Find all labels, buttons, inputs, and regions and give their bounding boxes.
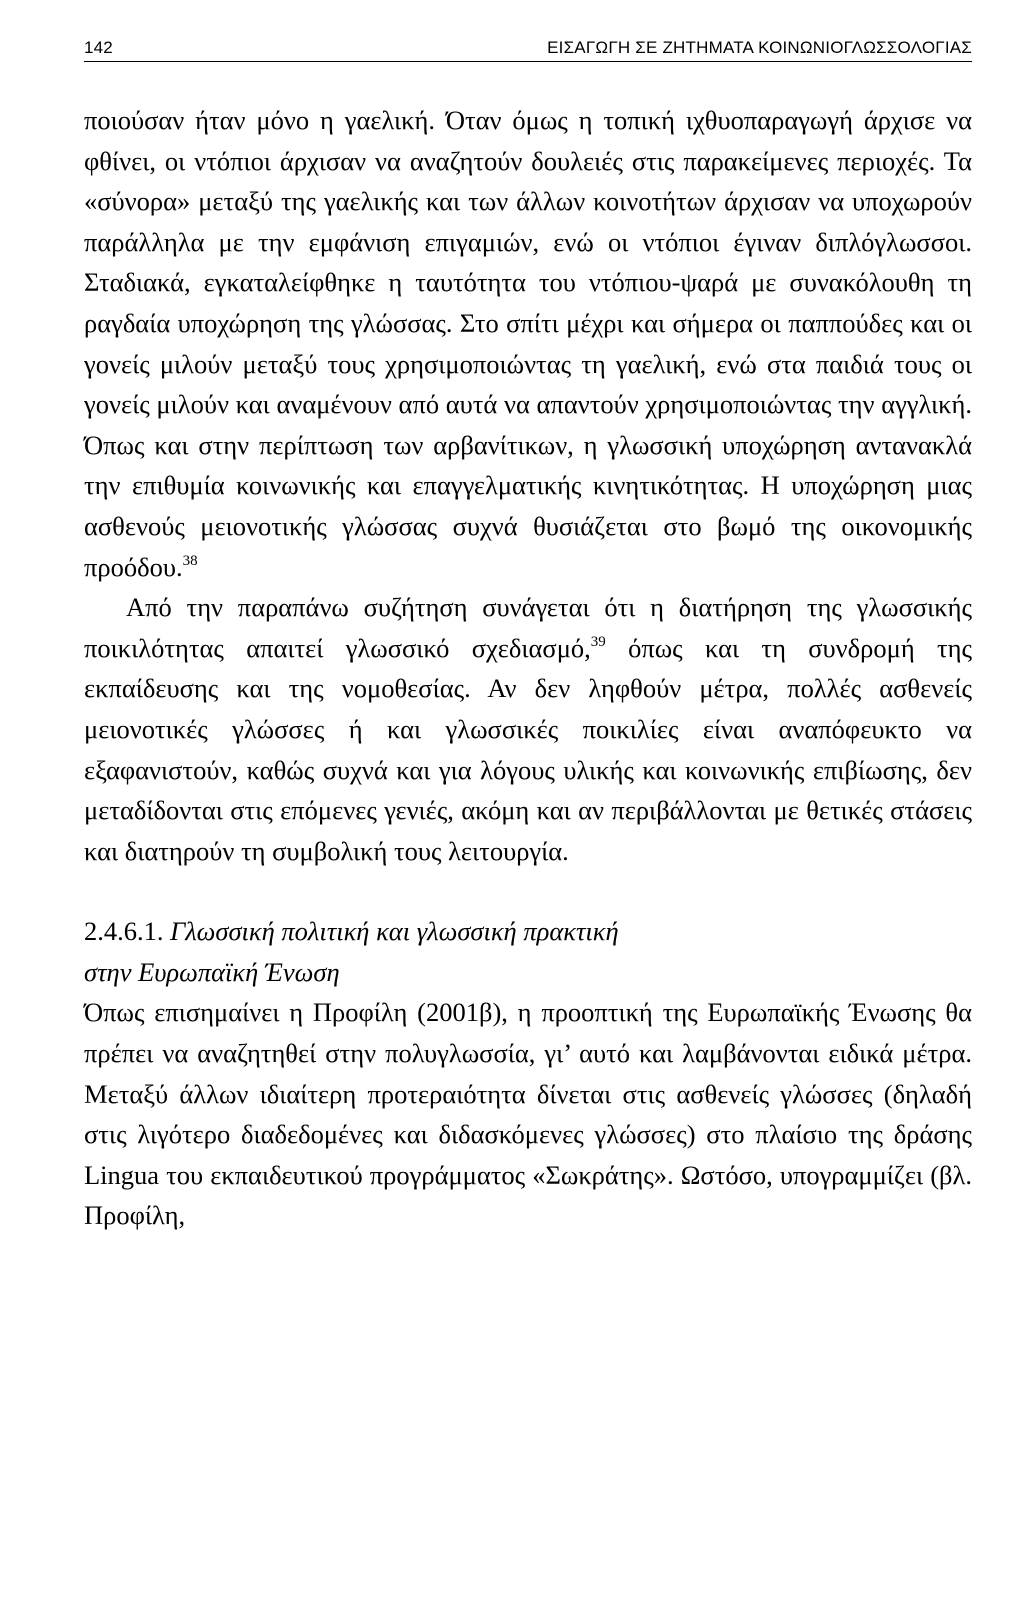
running-header bbox=[84, 38, 972, 62]
paragraph-3: Όπως επισημαίνει η Προφίλη (2001β), η προοπτική της Ευρωπαϊκής Ένωσης θα πρέπει να αναζητηθεί στην πολυγλωσσία, γι’ αυτό και λαμβάνονται ειδικά μέτρα. Μεταξύ άλλων ιδιαίτερη προτεραιότητα δίνεται στις ασθενείς γλώσσες (δηλαδή στις λιγότερο διαδεδομένες και διδασκόμενες γλώσσες) στο πλαίσιο της δράσης Lingua του εκπαιδευτικού προγράμματος «Σωκράτης». Ωστόσο, υπογραμμίζει (βλ. Προφίλη, bbox=[84, 997, 972, 1231]
paragraph-2-text-b: όπως και τη συνδρομή της εκπαίδευσης και της νομοθεσίας. Αν δεν ληφθούν μέτρα, πολλές ασθενείς μειονοτικές γλώσσες ή και γλωσσικές ποικιλίες είναι αναπόφευκτο να εξαφανιστούν, καθώς συχνά και για λόγους υλικής και κοινωνικής επιβίωσης, δεν μεταδίδονται στις επόμενες γενιές, ακόμη και αν περιβάλλονται με θετικές στάσεις και διατηρούν τη συμβολική τους λειτουργία. bbox=[84, 632, 972, 866]
running-title: ΕΙΣΑΓΩΓΗ ΣΕ ΖΗΤΗΜΑΤΑ ΚΟΙΝΩΝΙΟΓΛΩΣΣΟΛΟΓΙΑΣ bbox=[547, 38, 972, 57]
footnote-ref-39: 39 bbox=[590, 633, 606, 650]
body-text bbox=[84, 100, 972, 1236]
section-number: 2.4.6.1. bbox=[84, 916, 164, 947]
section-title-line-2: στην Ευρωπαϊκή Ένωση bbox=[84, 956, 340, 987]
section-heading-line-1 bbox=[84, 911, 972, 952]
footnote-ref-38: 38 bbox=[182, 552, 198, 569]
page-number: 142 bbox=[84, 38, 113, 57]
paragraph-1-text: ποιούσαν ήταν μόνο η γαελική. Όταν όμως η τοπική ιχθυοπαραγωγή άρχισε να φθίνει, οι ντόπιοι άρχισαν να αναζητούν δουλειές στις παρακείμενες περιοχές. Τα «σύνορα» μεταξύ της γαελικής και των άλλων κοινοτήτων άρχισαν να υποχωρούν παράλληλα με την εμφάνιση επιγαμιών, ενώ οι ντόπιοι έγιναν διπλόγλωσσοι. Σταδιακά, εγκαταλείφθηκε η ταυτότητα του ντόπιου-ψαρά με συνακόλουθη τη ραγδαία υποχώρηση της γλώσσας. Στο σπίτι μέχρι και σήμερα οι παππούδες και οι γονείς μιλούν μεταξύ τους χρησιμοποιώντας τη γαελική, ενώ στα παιδιά τους οι γονείς μιλούν και αναμένουν από αυτά να απαντούν χρησιμοποιώντας την αγγλική. Όπως και στην περίπτωση των αρβανίτικων, η γλωσσική υποχώρηση αντανακλά την επιθυμία κοινωνικής και επαγγελματικής κινητικότητας. Η υποχώρηση μιας ασθενούς μειονοτικής γλώσσας συχνά θυσιάζεται στο βωμό της οικονομικής προόδου. bbox=[84, 105, 972, 582]
paragraph-2-text-a: Από την παραπάνω συζήτηση συνάγεται ότι η διατήρηση της γλωσσικής ποικιλότητας απαιτεί γλωσσικό σχεδιασμό, bbox=[84, 592, 972, 663]
paragraph-2 bbox=[84, 587, 972, 871]
section-heading bbox=[84, 911, 972, 992]
section-title-line-1: Γλωσσική πολιτική και γλωσσική πρακτική bbox=[170, 916, 619, 947]
paragraph-1 bbox=[84, 100, 972, 587]
book-page bbox=[84, 38, 972, 1236]
